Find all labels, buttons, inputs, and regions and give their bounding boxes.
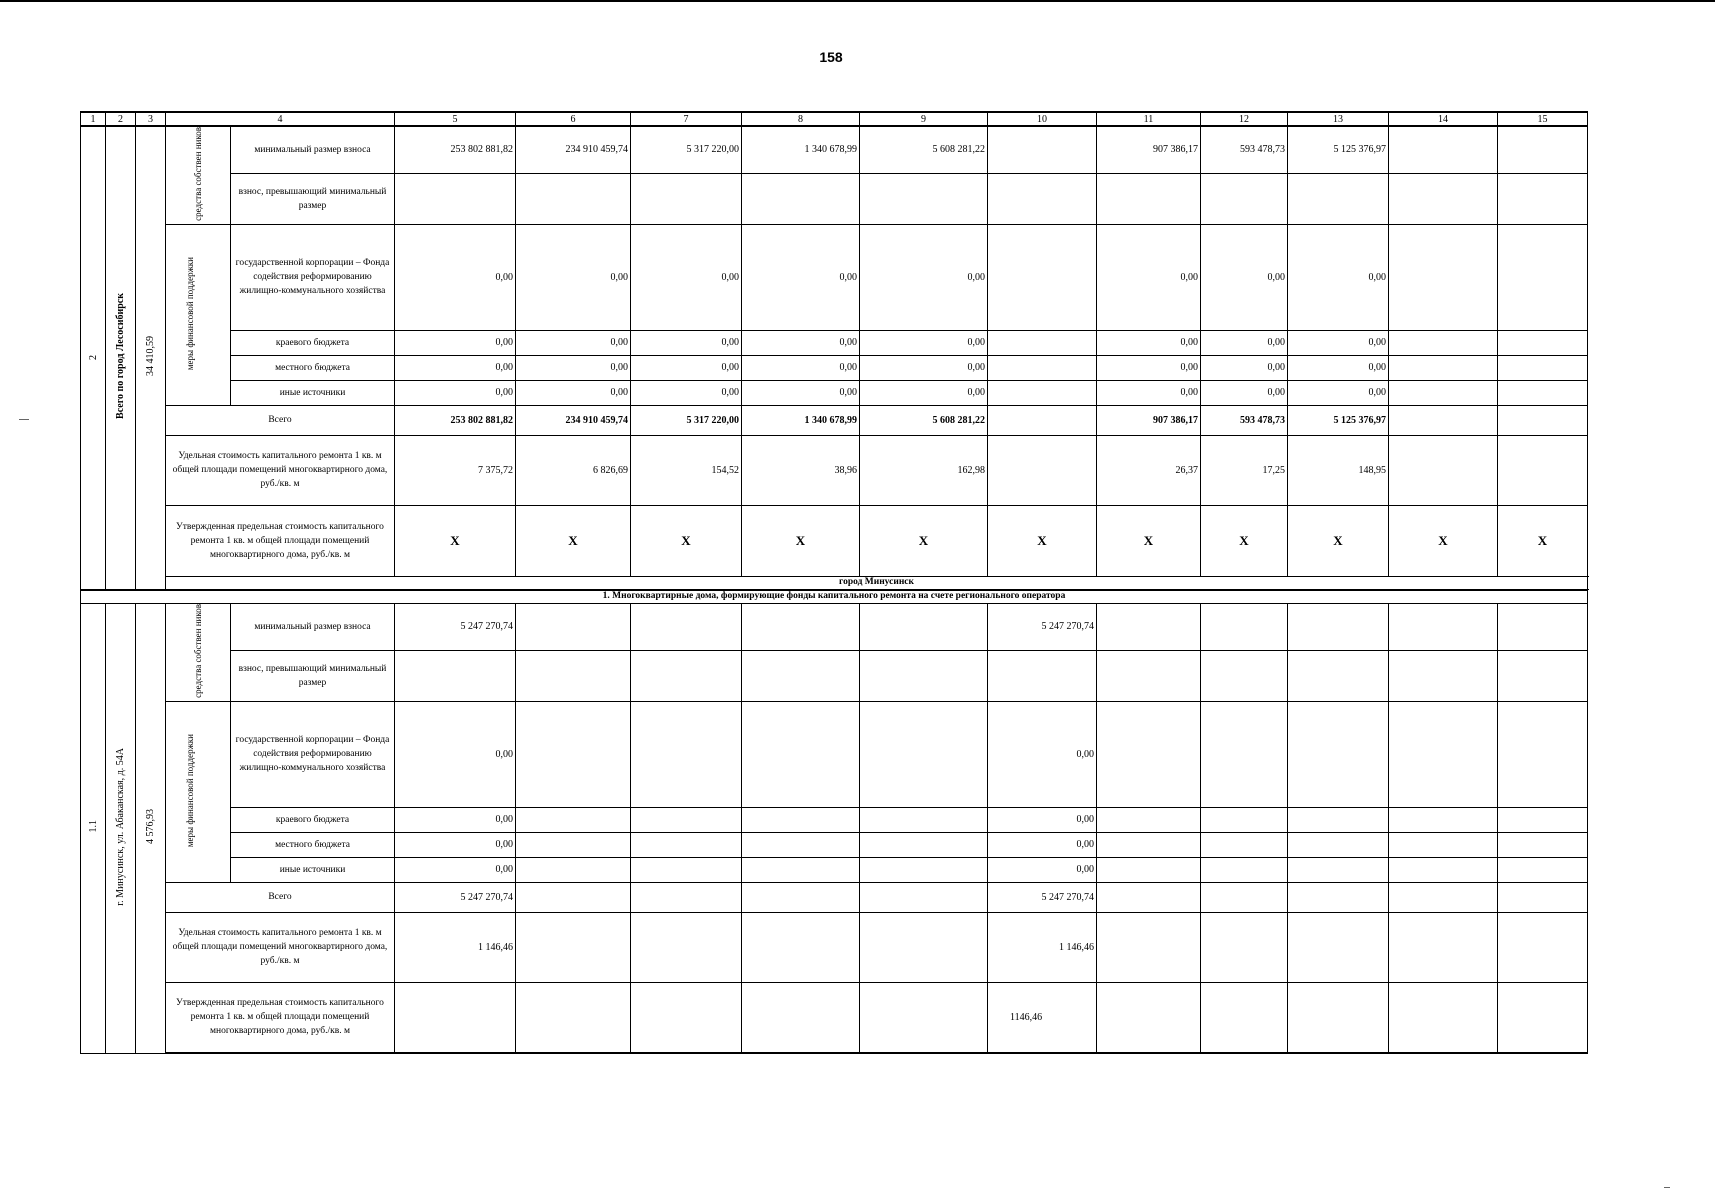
value-cell: 0,00 [1097, 224, 1201, 330]
value-cell [1498, 330, 1588, 355]
row-number-cell [81, 603, 106, 1053]
value-cell [1389, 650, 1498, 701]
value-cell [1097, 807, 1201, 832]
value-cell: 5 247 270,74 [395, 603, 516, 650]
value-cell: 5 608 281,22 [860, 126, 988, 173]
value-cell: 0,00 [1288, 355, 1389, 380]
value-cell [1097, 650, 1201, 701]
value-cell: 38,96 [742, 435, 860, 505]
value-cell: 0,00 [1288, 380, 1389, 405]
value-cell [1498, 126, 1588, 173]
value-cell [1288, 832, 1389, 857]
row-label-excess-fee: взнос, превышающий минимальный размер [231, 173, 395, 224]
scan-mark [1664, 1187, 1670, 1188]
table-row [81, 330, 1588, 355]
table-row [81, 505, 1588, 576]
value-cell [1201, 807, 1288, 832]
value-cell [988, 330, 1097, 355]
value-cell [1097, 857, 1201, 882]
value-cell: 0,00 [631, 380, 742, 405]
table-row [81, 982, 1588, 1053]
value-cell: 0,00 [395, 224, 516, 330]
row-label-min-fee: минимальный размер взноса [231, 126, 395, 173]
value-cell: X [631, 505, 742, 576]
value-cell [1201, 701, 1288, 807]
row-label-local: местного бюджета [231, 355, 395, 380]
value-cell [395, 982, 516, 1053]
row-label-total: Всего [166, 405, 395, 435]
value-cell: 1 146,46 [395, 912, 516, 982]
section-heading: 1. Многоквартирные дома, формирующие фонды капитального ремонта на счете регионального оператора [81, 590, 1588, 604]
row-label-unit-cost: Удельная стоимость капитального ремонта 1 кв. м общей площади помещений многоквартирного дома, руб./кв. м [166, 912, 395, 982]
value-cell: 0,00 [860, 330, 988, 355]
value-cell [516, 832, 631, 857]
group-cell [166, 224, 231, 405]
table-row [81, 912, 1588, 982]
value-cell [516, 912, 631, 982]
value-cell: 5 125 376,97 [1288, 126, 1389, 173]
value-cell [1498, 650, 1588, 701]
value-cell [631, 882, 742, 912]
value-cell [742, 982, 860, 1053]
value-cell: 5 608 281,22 [860, 405, 988, 435]
value-cell [1389, 882, 1498, 912]
value-cell [631, 603, 742, 650]
value-cell [516, 882, 631, 912]
value-cell: 253 802 881,82 [395, 126, 516, 173]
value-cell [1389, 405, 1498, 435]
value-cell: 0,00 [395, 355, 516, 380]
value-cell [988, 650, 1097, 701]
table-row [81, 882, 1588, 912]
value-cell [631, 807, 742, 832]
table-row [81, 701, 1588, 807]
value-cell: 5 317 220,00 [631, 126, 742, 173]
value-cell [860, 650, 988, 701]
object-area: 4 576,93 [145, 809, 156, 845]
value-cell [860, 173, 988, 224]
value-cell [1389, 832, 1498, 857]
value-cell [631, 857, 742, 882]
value-cell [742, 912, 860, 982]
value-cell: X [1288, 505, 1389, 576]
value-cell [395, 173, 516, 224]
value-cell [1389, 701, 1498, 807]
value-cell [1288, 857, 1389, 882]
col-number: 3 [136, 112, 166, 126]
row-number: 1.1 [87, 820, 99, 833]
value-cell: 907 386,17 [1097, 126, 1201, 173]
row-label-state-corp: государственной корпорации – Фонда содействия реформированию жилищно-коммунального хозяйства [231, 224, 395, 330]
table-row [81, 173, 1588, 224]
value-cell [631, 982, 742, 1053]
value-cell [742, 882, 860, 912]
value-cell [1498, 173, 1588, 224]
row-number: 2 [87, 355, 99, 361]
value-cell: X [395, 505, 516, 576]
row-label-unit-cost: Удельная стоимость капитального ремонта 1 кв. м общей площади помещений многоквартирного дома, руб./кв. м [166, 435, 395, 505]
value-cell [860, 701, 988, 807]
value-cell [1389, 807, 1498, 832]
value-cell [742, 603, 860, 650]
value-cell: 0,00 [1201, 330, 1288, 355]
value-cell: 17,25 [1201, 435, 1288, 505]
value-cell: 0,00 [860, 224, 988, 330]
value-cell: 6 826,69 [516, 435, 631, 505]
value-cell: 0,00 [395, 380, 516, 405]
object-name: г. Минусинск, ул. Абаканская, д. 54А [115, 747, 126, 906]
col-number: 8 [742, 112, 860, 126]
capital-repair-table [80, 111, 1588, 1054]
value-cell: 0,00 [742, 330, 860, 355]
value-cell [1097, 701, 1201, 807]
value-cell: 0,00 [988, 807, 1097, 832]
table-row [81, 405, 1588, 435]
value-cell [1288, 603, 1389, 650]
value-cell [1288, 807, 1389, 832]
value-cell [1288, 650, 1389, 701]
value-cell: 1 146,46 [988, 912, 1097, 982]
value-cell [1498, 807, 1588, 832]
value-cell [1097, 912, 1201, 982]
object-name: Всего по город Лесосибирск [115, 293, 126, 420]
value-cell: 0,00 [988, 701, 1097, 807]
row-label-state-corp: государственной корпорации – Фонда содействия реформированию жилищно-коммунального хозяйства [231, 701, 395, 807]
table-row [81, 650, 1588, 701]
value-cell [860, 603, 988, 650]
value-cell [1201, 650, 1288, 701]
value-cell [1389, 435, 1498, 505]
value-cell [1498, 405, 1588, 435]
table-row [81, 380, 1588, 405]
page-number: 158 [819, 49, 843, 65]
value-cell: 0,00 [988, 857, 1097, 882]
value-cell [1498, 224, 1588, 330]
value-cell: X [1389, 505, 1498, 576]
value-cell [860, 832, 988, 857]
value-cell [1389, 982, 1498, 1053]
col-number: 7 [631, 112, 742, 126]
value-cell [631, 173, 742, 224]
col-number: 4 [166, 112, 395, 126]
value-cell: 0,00 [1097, 330, 1201, 355]
row-label-limit-cost: Утвержденная предельная стоимость капитального ремонта 1 кв. м общей площади помещений многоквартирного дома, руб./кв. м [166, 982, 395, 1053]
col-number: 10 [988, 112, 1097, 126]
object-area: 34 410,59 [145, 336, 156, 377]
value-cell [988, 380, 1097, 405]
value-cell [631, 832, 742, 857]
value-cell: 0,00 [516, 224, 631, 330]
table-row [81, 355, 1588, 380]
row-label-other: иные источники [231, 380, 395, 405]
value-cell [631, 650, 742, 701]
value-cell: 0,00 [631, 330, 742, 355]
value-cell [1498, 355, 1588, 380]
value-cell: 5 317 220,00 [631, 405, 742, 435]
value-cell [1389, 126, 1498, 173]
value-cell: 0,00 [395, 330, 516, 355]
value-cell [1201, 173, 1288, 224]
value-cell: 593 478,73 [1201, 126, 1288, 173]
section-row [81, 590, 1588, 604]
value-cell: 0,00 [516, 380, 631, 405]
value-cell [1097, 173, 1201, 224]
value-cell [1389, 857, 1498, 882]
table-row [81, 832, 1588, 857]
value-cell [1201, 603, 1288, 650]
value-cell [1498, 882, 1588, 912]
value-cell [742, 832, 860, 857]
value-cell [742, 173, 860, 224]
value-cell [860, 912, 988, 982]
group-label-owner-funds: средства собствен ников [192, 127, 203, 221]
group-cell [166, 603, 231, 701]
value-cell [1389, 355, 1498, 380]
value-cell [1097, 603, 1201, 650]
value-cell: 907 386,17 [1097, 405, 1201, 435]
value-cell [1097, 882, 1201, 912]
value-cell [1389, 380, 1498, 405]
object-name-cell [106, 126, 136, 590]
value-cell [1201, 832, 1288, 857]
value-cell: 0,00 [1288, 330, 1389, 355]
value-cell [1201, 857, 1288, 882]
value-cell: 234 910 459,74 [516, 405, 631, 435]
value-cell [516, 857, 631, 882]
value-cell: 148,95 [1288, 435, 1389, 505]
value-cell [988, 405, 1097, 435]
value-cell: 7 375,72 [395, 435, 516, 505]
value-cell [1288, 701, 1389, 807]
value-cell [1498, 832, 1588, 857]
value-cell [1498, 380, 1588, 405]
col-number: 13 [1288, 112, 1389, 126]
value-cell [1498, 857, 1588, 882]
top-rule [0, 0, 1715, 2]
value-cell: 154,52 [631, 435, 742, 505]
value-cell [516, 603, 631, 650]
col-number: 9 [860, 112, 988, 126]
value-cell [1389, 173, 1498, 224]
col-number: 1 [81, 112, 106, 126]
value-cell: 253 802 881,82 [395, 405, 516, 435]
value-cell [395, 650, 516, 701]
value-cell [1389, 603, 1498, 650]
value-cell [860, 882, 988, 912]
value-cell: X [742, 505, 860, 576]
value-cell [1288, 912, 1389, 982]
value-cell [860, 982, 988, 1053]
value-cell: 0,00 [516, 330, 631, 355]
value-cell [988, 435, 1097, 505]
value-cell: 593 478,73 [1201, 405, 1288, 435]
value-cell [1498, 982, 1588, 1053]
row-label-regional: краевого бюджета [231, 330, 395, 355]
value-cell [1201, 912, 1288, 982]
row-label-min-fee: минимальный размер взноса [231, 603, 395, 650]
value-cell: 0,00 [516, 355, 631, 380]
col-number: 6 [516, 112, 631, 126]
area-cell [136, 126, 166, 590]
value-cell: 0,00 [1097, 380, 1201, 405]
value-cell [1097, 982, 1201, 1053]
value-cell: 0,00 [742, 380, 860, 405]
row-label-excess-fee: взнос, превышающий минимальный размер [231, 650, 395, 701]
value-cell: 5 125 376,97 [1288, 405, 1389, 435]
value-cell: 0,00 [742, 224, 860, 330]
row-label-local: местного бюджета [231, 832, 395, 857]
value-cell [1097, 832, 1201, 857]
value-cell [1288, 882, 1389, 912]
col-number: 5 [395, 112, 516, 126]
value-cell [631, 912, 742, 982]
value-cell: X [860, 505, 988, 576]
value-cell: 5 247 270,74 [395, 882, 516, 912]
value-cell [742, 650, 860, 701]
value-cell [988, 224, 1097, 330]
value-cell: 26,37 [1097, 435, 1201, 505]
value-cell: 0,00 [1097, 355, 1201, 380]
value-cell [1389, 912, 1498, 982]
table-row [81, 126, 1588, 173]
value-cell: 1146,46 [988, 982, 1097, 1053]
value-cell: 0,00 [1201, 224, 1288, 330]
value-cell [1498, 603, 1588, 650]
table-row [81, 224, 1588, 330]
value-cell [988, 173, 1097, 224]
value-cell: 0,00 [395, 857, 516, 882]
value-cell: X [1097, 505, 1201, 576]
value-cell: 0,00 [1201, 380, 1288, 405]
value-cell [1498, 435, 1588, 505]
row-label-total: Всего [166, 882, 395, 912]
value-cell: 0,00 [631, 224, 742, 330]
value-cell: 5 247 270,74 [988, 603, 1097, 650]
value-cell: 0,00 [395, 701, 516, 807]
value-cell: 1 340 678,99 [742, 405, 860, 435]
group-label-support: меры финансовой поддержки [185, 256, 195, 370]
col-number: 14 [1389, 112, 1498, 126]
group-cell [166, 126, 231, 224]
value-cell: 234 910 459,74 [516, 126, 631, 173]
value-cell: 0,00 [1288, 224, 1389, 330]
value-cell [516, 650, 631, 701]
value-cell: 1 340 678,99 [742, 126, 860, 173]
value-cell: 0,00 [1201, 355, 1288, 380]
value-cell: 0,00 [631, 355, 742, 380]
value-cell [860, 807, 988, 832]
value-cell [1389, 330, 1498, 355]
value-cell: 0,00 [742, 355, 860, 380]
value-cell: X [1201, 505, 1288, 576]
column-number-row [81, 112, 1588, 126]
value-cell [742, 807, 860, 832]
value-cell [1389, 224, 1498, 330]
row-label-limit-cost: Утвержденная предельная стоимость капитального ремонта 1 кв. м общей площади помещений многоквартирного дома, руб./кв. м [166, 505, 395, 576]
value-cell [988, 126, 1097, 173]
row-label-other: иные источники [231, 857, 395, 882]
value-cell [742, 701, 860, 807]
value-cell [1201, 882, 1288, 912]
value-cell: X [516, 505, 631, 576]
col-number: 12 [1201, 112, 1288, 126]
value-cell: 0,00 [860, 380, 988, 405]
value-cell [988, 355, 1097, 380]
value-cell [860, 857, 988, 882]
value-cell: 0,00 [860, 355, 988, 380]
col-number: 15 [1498, 112, 1588, 126]
group-label-support: меры финансовой поддержки [185, 733, 195, 847]
value-cell: 5 247 270,74 [988, 882, 1097, 912]
value-cell [631, 701, 742, 807]
value-cell [516, 173, 631, 224]
table-row [81, 435, 1588, 505]
value-cell [1288, 173, 1389, 224]
area-cell [136, 603, 166, 1053]
group-label-owner-funds: средства собствен ников [192, 603, 203, 698]
col-number: 2 [106, 112, 136, 126]
value-cell [742, 857, 860, 882]
value-cell: 162,98 [860, 435, 988, 505]
table-row [81, 603, 1588, 650]
table-row [81, 857, 1588, 882]
value-cell: 0,00 [988, 832, 1097, 857]
value-cell [516, 982, 631, 1053]
value-cell: X [988, 505, 1097, 576]
value-cell: X [1498, 505, 1588, 576]
row-number-cell [81, 126, 106, 590]
table-row [81, 807, 1588, 832]
row-label-regional: краевого бюджета [231, 807, 395, 832]
value-cell: 0,00 [395, 832, 516, 857]
scan-mark [19, 419, 29, 420]
value-cell [1201, 982, 1288, 1053]
value-cell [516, 701, 631, 807]
value-cell [1288, 982, 1389, 1053]
col-number: 11 [1097, 112, 1201, 126]
object-name-cell [106, 603, 136, 1053]
city-heading: город Минусинск [166, 576, 1588, 590]
city-row [81, 576, 1588, 590]
value-cell [1498, 912, 1588, 982]
value-cell [1498, 701, 1588, 807]
value-cell [516, 807, 631, 832]
value-cell: 0,00 [395, 807, 516, 832]
group-cell [166, 701, 231, 882]
